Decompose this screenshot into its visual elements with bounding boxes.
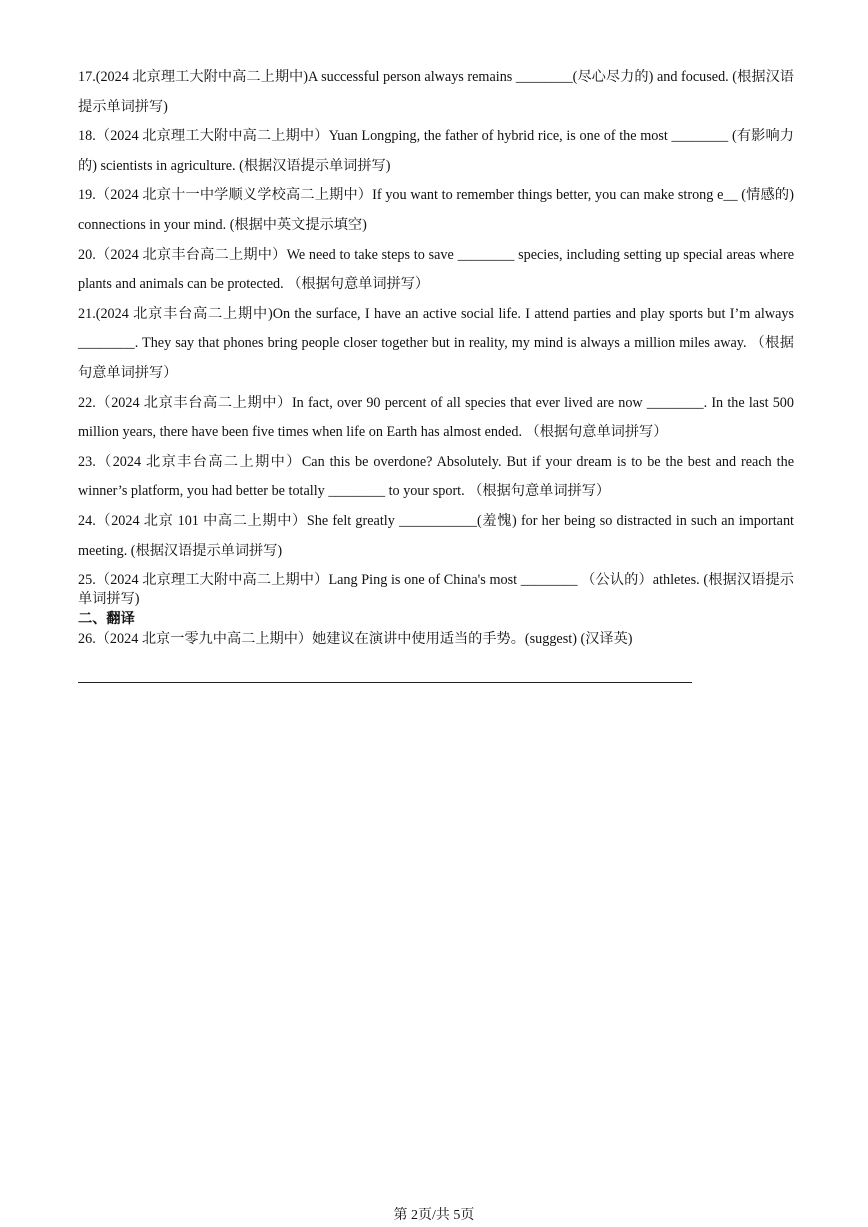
question-17: 17.(2024 北京理工大附中高二上期中)A successful person always remains ________(尽心尽力的) and focused. (根据汉语提示单词拼写)	[78, 69, 794, 115]
question-22: 22.（2024 北京丰台高二上期中）In fact, over 90 percent of all species that ever lived are now ________. In the last 500 million years, there have been five times when life on Earth has almost ended. （根据句意单词拼写）	[78, 394, 794, 441]
question-list	[78, 63, 794, 649]
question-26: 26.（2024 北京一零九中高二上期中）她建议在演讲中使用适当的手势。(suggest) (汉译英)	[78, 631, 633, 648]
question-24: 24.（2024 北京 101 中高二上期中）She felt greatly ___________(羞愧) for her being so distracted in such an important meeting. (根据汉语提示单词拼写)	[78, 512, 794, 559]
section-title-translation: 二、翻译	[78, 611, 135, 628]
question-23: 23.（2024 北京丰台高二上期中）Can this be overdone? Absolutely. But if your dream is to be the best and reach the winner’s platform, you had better be totally ________ to your sport. （根据句意单词拼写）	[78, 453, 794, 500]
question-21: 21.(2024 北京丰台高二上期中)On the surface, I have an active social life. I attend parties and play sports but I’m always ________. They say that phones bring people closer together but in reality, my mind is always a million miles away. （根据句意单词拼写）	[78, 305, 794, 381]
page-footer: 第 2页/共 5页	[393, 1208, 475, 1223]
question-25: 25.（2024 北京理工大附中高二上期中）Lang Ping is one of China's most ________ （公认的）athletes. (根据汉语提示单词拼写)	[78, 572, 794, 608]
question-19: 19.（2024 北京十一中学顺义学校高二上期中）If you want to remember things better, you can make strong e__ (情感的) connections in your mind. (根据中英文提示填空)	[78, 187, 794, 233]
question-18: 18.（2024 北京理工大附中高二上期中）Yuan Longping, the father of hybrid rice, is one of the most ________ (有影响力的) scientists in agriculture. (根据汉语提示单词拼写)	[78, 128, 794, 174]
question-20: 20.（2024 北京丰台高二上期中）We need to take steps to save ________ species, including setting up special areas where plants and animals can be protected. （根据句意单词拼写）	[78, 246, 794, 293]
answer-line	[78, 682, 692, 683]
